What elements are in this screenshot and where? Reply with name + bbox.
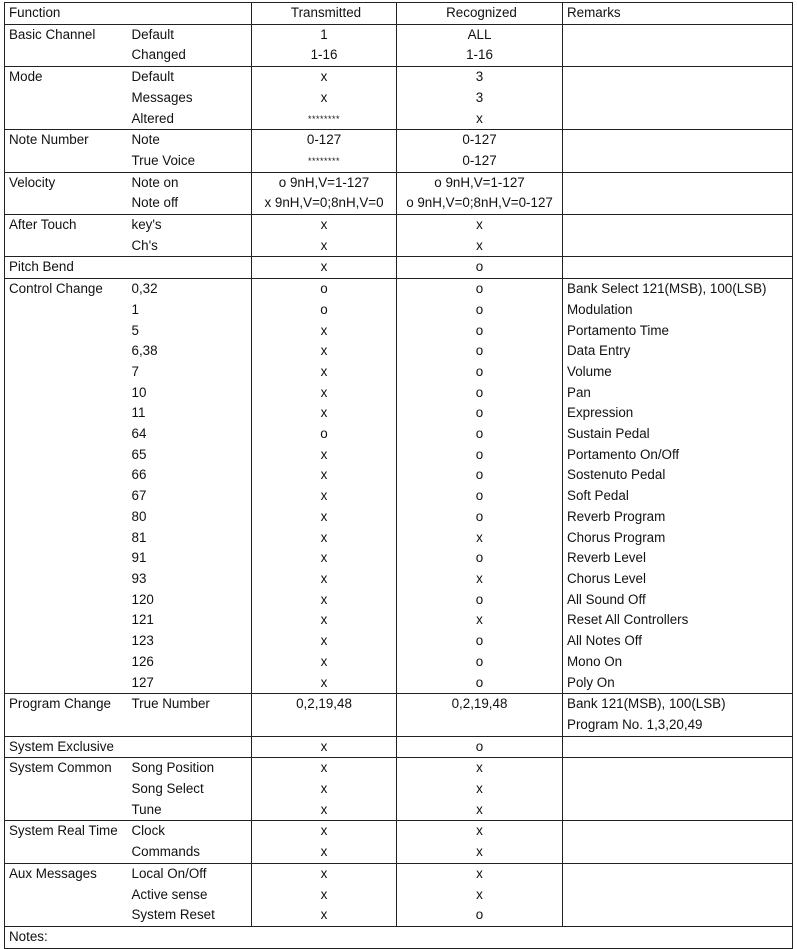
- function-sub: 121: [131, 612, 154, 628]
- recognized-value: x: [397, 236, 563, 257]
- remarks-value: Sustain Pedal: [563, 424, 793, 445]
- function-name: System Real Time: [5, 821, 128, 842]
- recognized-value: x: [397, 215, 563, 236]
- recognized-value: 3: [397, 88, 563, 109]
- header-transmitted: Transmitted: [252, 3, 397, 25]
- function-name: [5, 109, 128, 130]
- recognized-value: x: [397, 800, 563, 821]
- remarks-value: Chorus Level: [563, 569, 793, 590]
- transmitted-value: x: [252, 652, 397, 673]
- transmitted-value: x: [252, 88, 397, 109]
- function-name: [5, 610, 128, 631]
- remarks-value: All Notes Off: [563, 631, 793, 652]
- transmitted-value: x: [252, 445, 397, 466]
- transmitted-value: ********: [252, 109, 397, 130]
- function-name: Aux Messages: [5, 863, 128, 884]
- function-sub: 1: [131, 301, 139, 317]
- table-row: [5, 193, 793, 214]
- remarks-value: [563, 905, 793, 926]
- midi-implementation-chart: [4, 2, 793, 949]
- table-row: [5, 715, 793, 736]
- header-function: Function: [5, 3, 252, 25]
- recognized-value: 3: [397, 67, 563, 88]
- function-name: [5, 631, 128, 652]
- function-name: Velocity: [5, 172, 128, 193]
- remarks-value: Expression: [563, 403, 793, 424]
- function-sub: Altered: [128, 109, 252, 130]
- transmitted-value: x: [252, 257, 397, 279]
- transmitted-value: o: [252, 424, 397, 445]
- table-row: [5, 300, 793, 321]
- table-row: [5, 842, 793, 863]
- transmitted-value: x: [252, 236, 397, 257]
- transmitted-value: x: [252, 465, 397, 486]
- recognized-value: o: [397, 905, 563, 926]
- transmitted-value: x: [252, 736, 397, 758]
- table-row: [5, 465, 793, 486]
- recognized-value: x: [397, 779, 563, 800]
- table-row: [5, 109, 793, 130]
- function-name: [5, 300, 128, 321]
- function-name: [5, 193, 128, 214]
- function-sub: Commands: [128, 842, 252, 863]
- header-remarks: Remarks: [563, 3, 793, 25]
- transmitted-value: x: [252, 67, 397, 88]
- recognized-value: x: [397, 842, 563, 863]
- transmitted-value: 1: [252, 24, 397, 45]
- recognized-value: o: [397, 445, 563, 466]
- transmitted-value: x: [252, 341, 397, 362]
- function-sub: [128, 736, 252, 758]
- transmitted-value: x: [252, 486, 397, 507]
- transmitted-value: 0,2,19,48: [252, 694, 397, 715]
- transmitted-value: x: [252, 821, 397, 842]
- recognized-value: x: [397, 758, 563, 779]
- recognized-value: o: [397, 403, 563, 424]
- function-name: [5, 383, 128, 404]
- function-name: Control Change: [5, 279, 128, 300]
- remarks-value: Modulation: [563, 300, 793, 321]
- table-row: [5, 779, 793, 800]
- remarks-value: Chorus Program: [563, 528, 793, 549]
- recognized-value: x: [397, 528, 563, 549]
- remarks-value: [563, 193, 793, 214]
- function-sub: 93: [131, 570, 147, 586]
- function-name: [5, 486, 128, 507]
- function-name: Mode: [5, 67, 128, 88]
- transmitted-value: x: [252, 905, 397, 926]
- function-sub: 123: [131, 633, 154, 649]
- transmitted-value: x: [252, 863, 397, 884]
- recognized-value: o: [397, 465, 563, 486]
- transmitted-value: x: [252, 590, 397, 611]
- transmitted-value: o: [252, 300, 397, 321]
- table-row: [5, 172, 793, 193]
- remarks-value: All Sound Off: [563, 590, 793, 611]
- remarks-value: Bank Select 121(MSB), 100(LSB): [563, 279, 793, 300]
- function-name: [5, 507, 128, 528]
- remarks-value: [563, 45, 793, 66]
- function-sub: 0,32: [128, 279, 252, 300]
- function-name: [5, 445, 128, 466]
- remarks-value: [563, 758, 793, 779]
- function-sub: Clock: [128, 821, 252, 842]
- remarks-value: [563, 172, 793, 193]
- transmitted-value: o 9nH,V=1-127: [252, 172, 397, 193]
- function-name: [5, 715, 128, 736]
- function-sub: Local On/Off: [128, 863, 252, 884]
- remarks-value: Portamento On/Off: [563, 445, 793, 466]
- function-name: Basic Channel: [5, 24, 128, 45]
- recognized-value: o: [397, 362, 563, 383]
- table-row: [5, 758, 793, 779]
- remarks-value: Sostenuto Pedal: [563, 465, 793, 486]
- function-name: [5, 341, 128, 362]
- transmitted-value: x: [252, 362, 397, 383]
- remarks-value: [563, 88, 793, 109]
- transmitted-value: x: [252, 610, 397, 631]
- function-sub: Tune: [128, 800, 252, 821]
- function-sub: 127: [128, 673, 252, 694]
- function-name: Note Number: [5, 130, 128, 151]
- function-sub: [128, 257, 252, 279]
- table-row: [5, 341, 793, 362]
- recognized-value: o: [397, 652, 563, 673]
- table-row: [5, 821, 793, 842]
- remarks-value: [563, 779, 793, 800]
- function-name: Program Change: [5, 694, 128, 715]
- function-name: [5, 652, 128, 673]
- function-sub: Changed: [128, 45, 252, 66]
- recognized-value: x: [397, 863, 563, 884]
- function-sub: Default: [128, 24, 252, 45]
- transmitted-value: x: [252, 885, 397, 906]
- table-row: [5, 236, 793, 257]
- function-sub: 66: [131, 467, 147, 483]
- table-row: [5, 905, 793, 926]
- notes-label: Notes:: [5, 926, 793, 948]
- recognized-value: o 9nH,V=0;8nH,V=0-127: [397, 193, 563, 214]
- remarks-value: Bank 121(MSB), 100(LSB): [563, 694, 793, 715]
- function-sub: 80: [131, 508, 147, 524]
- recognized-value: x: [397, 109, 563, 130]
- table-row: [5, 130, 793, 151]
- remarks-value: [563, 842, 793, 863]
- function-sub: Active sense: [131, 886, 208, 902]
- table-row: [5, 590, 793, 611]
- remarks-value: Reverb Level: [563, 548, 793, 569]
- function-name: System Common: [5, 758, 128, 779]
- function-sub: 10: [131, 384, 147, 400]
- function-name: [5, 885, 128, 906]
- recognized-value: ALL: [397, 24, 563, 45]
- function-sub: Default: [128, 67, 252, 88]
- table-row: [5, 800, 793, 821]
- remarks-value: [563, 257, 793, 279]
- function-name: [5, 362, 128, 383]
- recognized-value: 1-16: [397, 45, 563, 66]
- remarks-value: [563, 236, 793, 257]
- function-sub: Note off: [128, 193, 252, 214]
- table-row: [5, 736, 793, 758]
- table-row: [5, 569, 793, 590]
- function-sub: 6,38: [131, 343, 158, 359]
- table-row: [5, 885, 793, 906]
- remarks-value: Reset All Controllers: [563, 610, 793, 631]
- recognized-value: o: [397, 424, 563, 445]
- recognized-value: 0-127: [397, 130, 563, 151]
- remarks-value: [563, 130, 793, 151]
- recognized-value: o: [397, 486, 563, 507]
- function-sub: key's: [128, 215, 252, 236]
- transmitted-value: x: [252, 800, 397, 821]
- recognized-value: o: [397, 383, 563, 404]
- function-name: Pitch Bend: [5, 257, 128, 279]
- table-row: [5, 673, 793, 694]
- remarks-value: [563, 800, 793, 821]
- function-name: [5, 236, 128, 257]
- function-sub: System Reset: [128, 905, 252, 926]
- table-row: [5, 383, 793, 404]
- function-sub: [128, 715, 252, 736]
- remarks-value: [563, 736, 793, 758]
- transmitted-value: x: [252, 403, 397, 424]
- recognized-value: 0,2,19,48: [397, 694, 563, 715]
- transmitted-value: x: [252, 321, 397, 342]
- function-sub: Song Select: [131, 781, 204, 797]
- remarks-value: [563, 24, 793, 45]
- table-row: [5, 24, 793, 45]
- transmitted-value: x: [252, 758, 397, 779]
- function-name: [5, 800, 128, 821]
- table-row: [5, 321, 793, 342]
- table-row: [5, 151, 793, 172]
- recognized-value: o: [397, 548, 563, 569]
- transmitted-value: x: [252, 215, 397, 236]
- recognized-value: o 9nH,V=1-127: [397, 172, 563, 193]
- table-row: [5, 694, 793, 715]
- function-name: [5, 590, 128, 611]
- function-sub: Note on: [128, 172, 252, 193]
- transmitted-value: x: [252, 842, 397, 863]
- table-row: [5, 279, 793, 300]
- function-name: After Touch: [5, 215, 128, 236]
- recognized-value: [397, 715, 563, 736]
- function-name: [5, 528, 128, 549]
- function-sub: 5: [131, 322, 139, 338]
- recognized-value: o: [397, 341, 563, 362]
- function-name: System Exclusive: [5, 736, 128, 758]
- function-name: [5, 673, 128, 694]
- recognized-value: o: [397, 631, 563, 652]
- function-sub: 11: [131, 405, 146, 421]
- recognized-value: o: [397, 673, 563, 694]
- header-row: [5, 3, 793, 25]
- recognized-value: o: [397, 736, 563, 758]
- table-row: [5, 215, 793, 236]
- recognized-value: 0-127: [397, 151, 563, 172]
- table-row: [5, 863, 793, 884]
- table-row: [5, 445, 793, 466]
- notes-row: [5, 926, 793, 948]
- recognized-value: x: [397, 569, 563, 590]
- remarks-value: [563, 821, 793, 842]
- function-name: [5, 88, 128, 109]
- recognized-value: o: [397, 300, 563, 321]
- function-sub: Note: [128, 130, 252, 151]
- recognized-value: x: [397, 885, 563, 906]
- function-sub: Song Position: [128, 758, 252, 779]
- chart-body: [5, 24, 793, 926]
- function-sub: True Number: [128, 694, 252, 715]
- recognized-value: o: [397, 279, 563, 300]
- transmitted-value: ********: [252, 151, 397, 172]
- table-row: [5, 610, 793, 631]
- transmitted-value: x: [252, 507, 397, 528]
- function-name: [5, 465, 128, 486]
- transmitted-value: [252, 715, 397, 736]
- function-name: [5, 548, 128, 569]
- recognized-value: x: [397, 821, 563, 842]
- function-sub: 81: [131, 529, 147, 545]
- remarks-value: Volume: [563, 362, 793, 383]
- remarks-value: [563, 151, 793, 172]
- remarks-value: Mono On: [563, 652, 793, 673]
- function-sub: 64: [131, 426, 147, 442]
- remarks-value: [563, 215, 793, 236]
- table-row: [5, 548, 793, 569]
- remarks-value: Poly On: [563, 673, 793, 694]
- function-sub: 126: [131, 653, 154, 669]
- function-sub: 67: [131, 488, 147, 504]
- table-row: [5, 486, 793, 507]
- remarks-value: [563, 885, 793, 906]
- transmitted-value: x: [252, 383, 397, 404]
- function-name: [5, 905, 128, 926]
- remarks-value: Data Entry: [563, 341, 793, 362]
- recognized-value: o: [397, 321, 563, 342]
- remarks-value: Reverb Program: [563, 507, 793, 528]
- function-name: [5, 569, 128, 590]
- remarks-value: [563, 67, 793, 88]
- table-row: [5, 257, 793, 279]
- table-row: [5, 528, 793, 549]
- transmitted-value: x: [252, 548, 397, 569]
- function-sub: 120: [131, 591, 154, 607]
- transmitted-value: x: [252, 779, 397, 800]
- function-sub: Messages: [131, 89, 193, 105]
- recognized-value: o: [397, 590, 563, 611]
- remarks-value: Portamento Time: [563, 321, 793, 342]
- transmitted-value: x: [252, 528, 397, 549]
- remarks-value: Pan: [563, 383, 793, 404]
- function-sub: 65: [131, 446, 147, 462]
- recognized-value: o: [397, 507, 563, 528]
- table-row: [5, 88, 793, 109]
- function-name: [5, 321, 128, 342]
- function-name: [5, 779, 128, 800]
- recognized-value: x: [397, 610, 563, 631]
- table-row: [5, 631, 793, 652]
- transmitted-value: 1-16: [252, 45, 397, 66]
- function-name: [5, 842, 128, 863]
- transmitted-value: 0-127: [252, 130, 397, 151]
- function-sub: Ch's: [128, 236, 252, 257]
- transmitted-value: x: [252, 569, 397, 590]
- transmitted-value: o: [252, 279, 397, 300]
- table-row: [5, 362, 793, 383]
- remarks-value: [563, 109, 793, 130]
- function-sub: True Voice: [128, 151, 252, 172]
- function-sub: 7: [131, 363, 139, 379]
- transmitted-value: x: [252, 631, 397, 652]
- header-recognized: Recognized: [397, 3, 563, 25]
- table-row: [5, 507, 793, 528]
- transmitted-value: x: [252, 673, 397, 694]
- remarks-value: Soft Pedal: [563, 486, 793, 507]
- table-row: [5, 45, 793, 66]
- remarks-value: Program No. 1,3,20,49: [563, 715, 793, 736]
- table-row: [5, 652, 793, 673]
- table-row: [5, 403, 793, 424]
- function-name: [5, 151, 128, 172]
- table-row: [5, 424, 793, 445]
- function-name: [5, 424, 128, 445]
- function-name: [5, 403, 128, 424]
- function-name: [5, 45, 128, 66]
- transmitted-value: x 9nH,V=0;8nH,V=0: [252, 193, 397, 214]
- recognized-value: o: [397, 257, 563, 279]
- remarks-value: [563, 863, 793, 884]
- table-row: [5, 67, 793, 88]
- function-sub: 91: [131, 550, 147, 566]
